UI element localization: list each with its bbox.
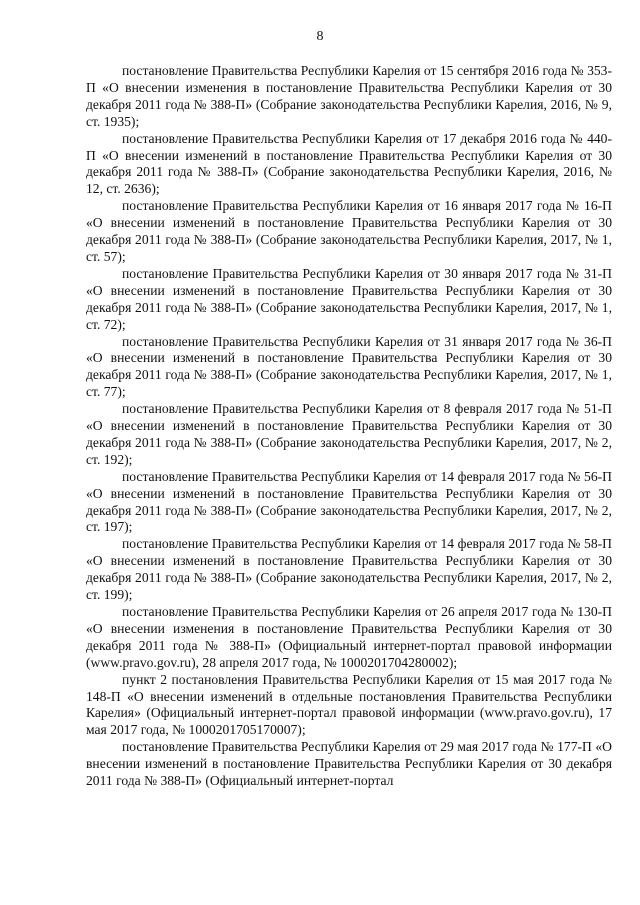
paragraph: постановление Правительства Республики Карелия от 31 января 2017 года № 36-П «О внесении изменений в постановление Правительства Республики Карелия от 30 декабря 2011 года № 388-П» (Собрание законодательства Республики Карелия, 2017, № 1, ст. 77); xyxy=(86,333,612,400)
paragraph: постановление Правительства Республики Карелия от 26 апреля 2017 года № 130-П «О внесении изменения в постановление Правительства Республики Карелия от 30 декабря 2011 года № 388-П» (Официальный интернет-портал правовой информации (www.pravo.gov.ru), 28 апреля 2017 года, № 1000201704280002); xyxy=(86,604,612,670)
paragraph: постановление Правительства Республики Карелия от 15 сентября 2016 года № 353-П «О внесении изменения в постановление Правительства Республики Карелия от 30 декабря 2011 года № 388-П» (Собрание законодательства Республики Карелия, 2016, № 9, ст. 1935); xyxy=(86,63,612,129)
paragraph: постановление Правительства Республики Карелия от 14 февраля 2017 года № 58-П «О внесении изменений в постановление Правительства Республики Карелия от 30 декабря 2011 года № 388-П» (Собрание законодательства Республики Карелия, 2017, № 2, ст. 199); xyxy=(86,536,612,603)
paragraph: постановление Правительства Республики Карелия от 8 февраля 2017 года № 51-П «О внесении изменений в постановление Правительства Республики Карелия от 30 декабря 2011 года № 388-П» (Собрание законодательства Республики Карелия, 2017, № 2, ст. 192); xyxy=(86,401,612,467)
paragraph: постановление Правительства Республики Карелия от 17 декабря 2016 года № 440-П «О внесении изменений в постановление Правительства Республики Карелия от 30 декабря 2011 года № 388-П» (Собрание законодательства Республики Карелия, 2016, № 12, ст. 2636); xyxy=(86,130,612,197)
paragraph: пункт 2 постановления Правительства Республики Карелия от 15 мая 2017 года № 148-П «О внесении изменений в отдельные постановления Правительства Республики Карелия» (Официальный интернет-портал правовой информации (www.pravo.gov.ru), 17 мая 2017 года, № 1000201705170007); xyxy=(86,671,612,738)
document-body xyxy=(86,63,612,790)
paragraph: постановление Правительства Республики Карелия от 30 января 2017 года № 31-П «О внесении изменений в постановление Правительства Республики Карелия от 30 декабря 2011 года № 388-П» (Собрание законодательства Республики Карелия, 2017, № 1, ст. 72); xyxy=(86,265,612,332)
page-number: 8 xyxy=(316,29,324,44)
paragraph: постановление Правительства Республики Карелия от 29 мая 2017 года № 177-П «О внесении изменений в постановление Правительства Республики Карелия от 30 декабря 2011 года № 388-П» (Официальный интернет-портал xyxy=(86,739,612,789)
paragraph: постановление Правительства Республики Карелия от 16 января 2017 года № 16-П «О внесении изменений в постановление Правительства Республики Карелия от 30 декабря 2011 года № 388-П» (Собрание законодательства Республики Карелия, 2017, № 1, ст. 57); xyxy=(86,198,612,264)
paragraph: постановление Правительства Республики Карелия от 14 февраля 2017 года № 56-П «О внесении изменений в постановление Правительства Республики Карелия от 30 декабря 2011 года № 388-П» (Собрание законодательства Республики Карелия, 2017, № 2, ст. 197); xyxy=(86,468,612,535)
